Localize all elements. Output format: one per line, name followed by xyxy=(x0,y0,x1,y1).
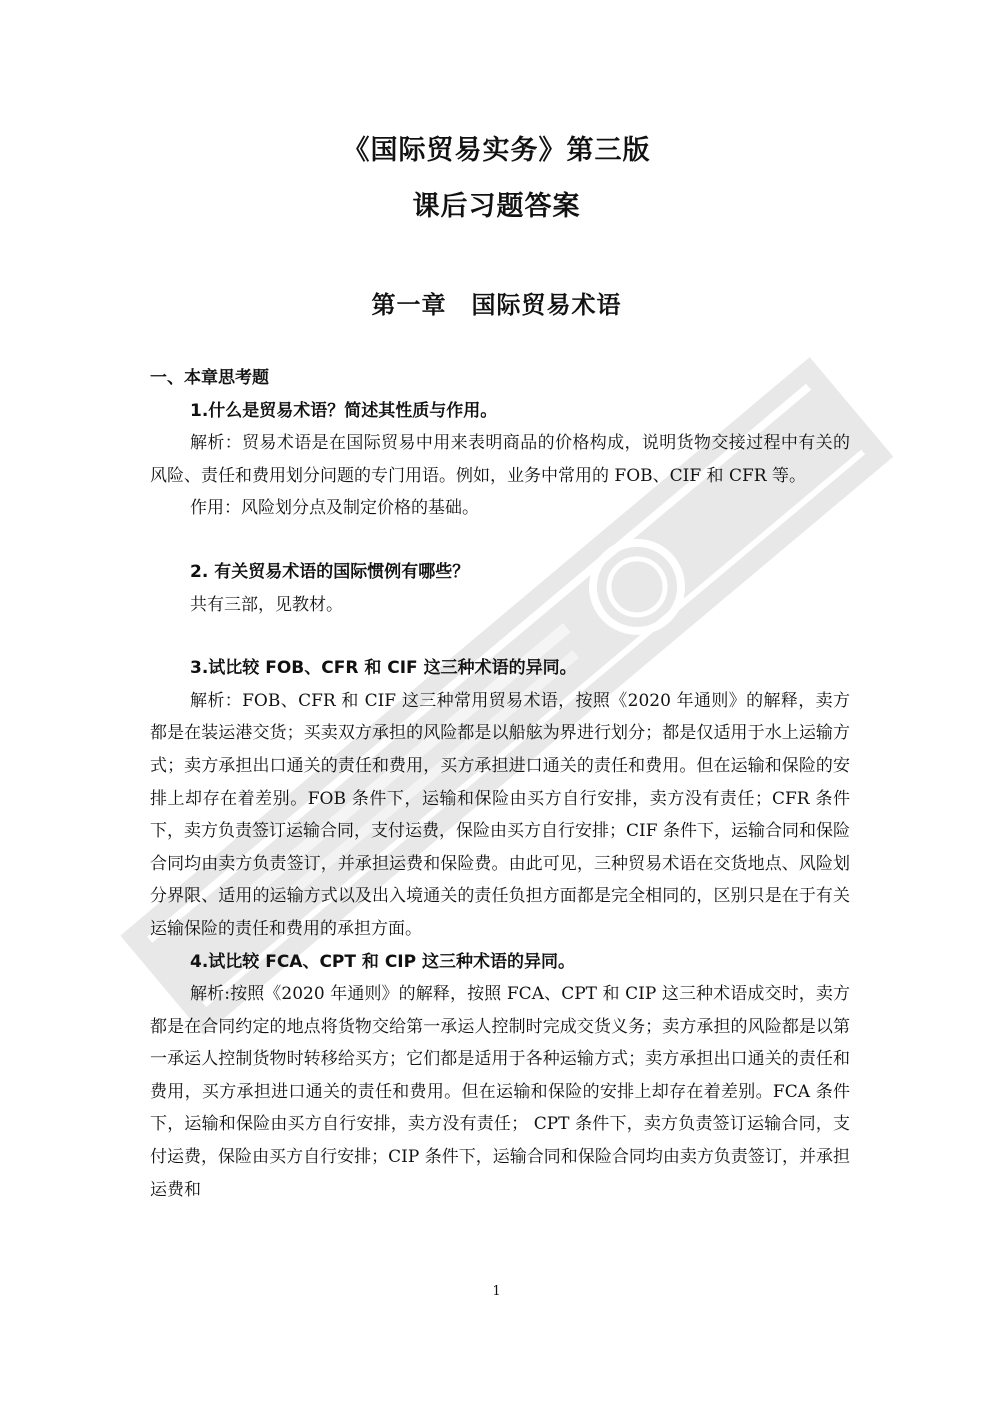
page-number: 1 xyxy=(492,1284,501,1299)
paragraph-gap xyxy=(150,525,850,556)
question-3: 3.试比较 FOB、CFR 和 CIF 这三种术语的异同。 xyxy=(190,658,577,679)
answer-1: 解析：贸易术语是在国际贸易中用来表明商品的价格构成，说明货物交接过程中有关的风险、责任和费用划分问题的专门用语。例如，业务中常用的 FOB、CIF 和 CFR 等。 xyxy=(150,433,850,486)
question-4: 4.试比较 FCA、CPT 和 CIP 这三种术语的异同。 xyxy=(190,951,575,972)
question-1: 1.什么是贸易术语？简述其性质与作用。 xyxy=(190,400,498,421)
answer-3: 解析：FOB、CFR 和 CIF 这三种常用贸易术语，按照《2020 年通则》的解释，卖方都是在装运港交货；买卖双方承担的风险都是以船舷为界进行划分；都是仅适用于水上运输方式；卖方承担出口通关的责任和费用，买方承担进口通关的责任和费用。但在运输和保险的安排上却存在着差别。FOB 条件下，运输和保险由买方自行安排，卖方没有责任；CFR 条件下，卖方负责签订运输合同，支付运费，保险由买方自行安排；CIF 条件下，运输合同和保险合同均由卖方负责签订，并承担运费和保险费。由此可见，三种贸易术语在交货地点、风险划分界限、适用的运输方式以及出入境通关的责任负担方面都是完全相同的，区别只是在于有关运输保险的责任和费用的承担方面。 xyxy=(150,690,850,939)
answer-2: 共有三部，见教材。 xyxy=(190,594,343,615)
document-title: 《国际贸易实务》第三版 xyxy=(342,135,651,166)
answer-1-function: 作用：风险划分点及制定价格的基础。 xyxy=(190,498,479,519)
question-2: 2. 有关贸易术语的国际惯例有哪些？ xyxy=(190,561,470,582)
answer-4: 解析:按照《2020 年通则》的解释，按照 FCA、CPT 和 CIP 这三种术语成交时，卖方都是在合同约定的地点将货物交给第一承运人控制时完成交货义务；卖方承担的风险都是以第一承运人控制货物时转移给买方；它们都是适用于各种运输方式；卖方承担出口通关的责任和费用，买方承担进口通关的责任和费用。但在运输和保险的安排上却存在着差别。FCA 条件下，运输和保险由买方自行安排，卖方没有责任； CPT 条件下，卖方负责签订运输合同，支付运费，保险由买方自行安排；CIP 条件下，运输合同和保险合同均由卖方负责签订，并承担运费和 xyxy=(150,984,850,1200)
section-heading: 一、本章思考题 xyxy=(150,368,269,388)
document-body xyxy=(150,362,850,1206)
chapter-title: 第一章 国际贸易术语 xyxy=(371,291,622,319)
document-subtitle: 课后习题答案 xyxy=(412,191,581,222)
paragraph-gap xyxy=(150,621,850,652)
